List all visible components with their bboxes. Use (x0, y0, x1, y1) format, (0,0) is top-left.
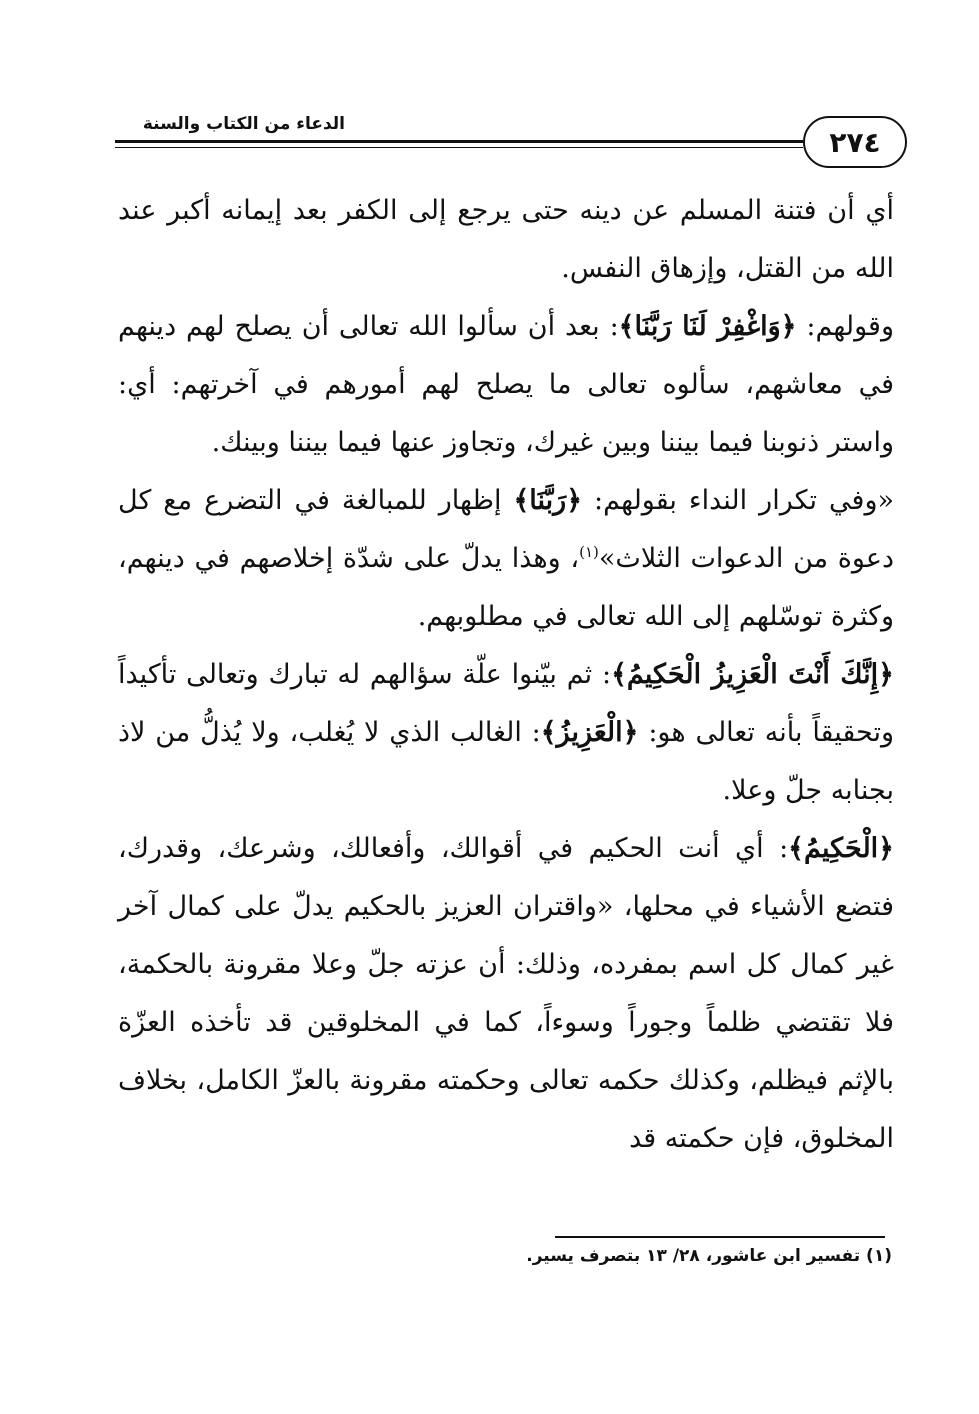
paragraph-p5 (118, 820, 894, 1168)
running-header (115, 112, 905, 172)
paragraph-text: : بعد أن سألوا الله تعالى أن يصلح لهم دينهم في معاشهم، سألوه تعالى ما يصلح لهم أمورهم في آخرتهم: أي: واستر ذنوبنا فيما بيننا وبين غيرك، وتجاوز عنها فيما بيننا وبينك. (118, 311, 894, 458)
header-rule-thin (115, 147, 803, 148)
paragraph-text: وقولهم: (796, 311, 894, 342)
paragraph-text: إظهار للمبالغة في التضرع مع كل دعوة من الدعوات الثلاث» (118, 485, 894, 574)
paragraph-text: : ثم بيّنوا علّة سؤالهم له تبارك وتعالى تأكيداً وتحقيقاً بأنه تعالى هو: (118, 659, 895, 748)
page-number-text: ٢٧٤ (829, 125, 881, 159)
header-rule (115, 140, 803, 143)
paragraph-text: : الغالب الذي لا يُغلب، ولا يُذلُّ من لاذ بجنابه جلّ وعلا. (118, 717, 894, 806)
paragraph-p1 (118, 182, 894, 298)
quran-citation: ﴿الْحَكِيمُ﴾ (788, 833, 894, 864)
footnote-rule (555, 1236, 885, 1238)
paragraph-p3 (118, 472, 894, 646)
quran-citation: ﴿إِنَّكَ أَنْتَ الْعَزِيزُ الْحَكِيمُ﴾ (611, 659, 895, 690)
paragraph-p2 (118, 298, 894, 472)
footnote: (١) تفسير ابن عاشور، ٢٨/ ١٣ بتصرف يسير. (526, 1246, 892, 1266)
paragraph-text: أي أن فتنة المسلم عن دينه حتى يرجع إلى الكفر بعد إيمانه أكبر عند الله من القتل، وإزهاق النفس. (118, 195, 894, 284)
paragraph-text: «وفي تكرار النداء بقولهم: (582, 485, 895, 516)
header-title: الدعاء من الكتاب والسنة (142, 114, 345, 134)
body-text (118, 182, 894, 1168)
paragraph-text: ، وهذا يدلّ على شدّة إخلاصهم في دينهم، وكثرة توسّلهم إلى الله تعالى في مطلوبهم. (118, 543, 894, 632)
paragraph-p4 (118, 646, 894, 820)
footnote-reference: (١) (579, 543, 599, 561)
quran-citation: ﴿رَبَّنَا﴾ (513, 485, 583, 516)
page-number (803, 116, 907, 168)
paragraph-text: : أي أنت الحكيم في أقوالك، وأفعالك، وشرعك، وقدرك، فتضع الأشياء في محلها، «واقتران العزيز بالحكيم يدلّ على كمال آخر غير كمال كل اسم بمفرده، وذلك: أن عزته جلّ وعلا مقرونة بالحكمة، فلا تقتضي ظلماً وجوراً وسوءاً، كما في المخلوقين قد تأخذه العزّة بالإثم فيظلم، وكذلك حكمه تعالى وحكمته مقرونة بالعزّ الكامل، بخلاف المخلوق، فإن حكمته قد (118, 833, 894, 1154)
quran-citation: ﴿وَاغْفِرْ لَنَا رَبَّنَا﴾ (618, 311, 797, 342)
quran-citation: ﴿الْعَزِيزُ﴾ (540, 717, 639, 748)
